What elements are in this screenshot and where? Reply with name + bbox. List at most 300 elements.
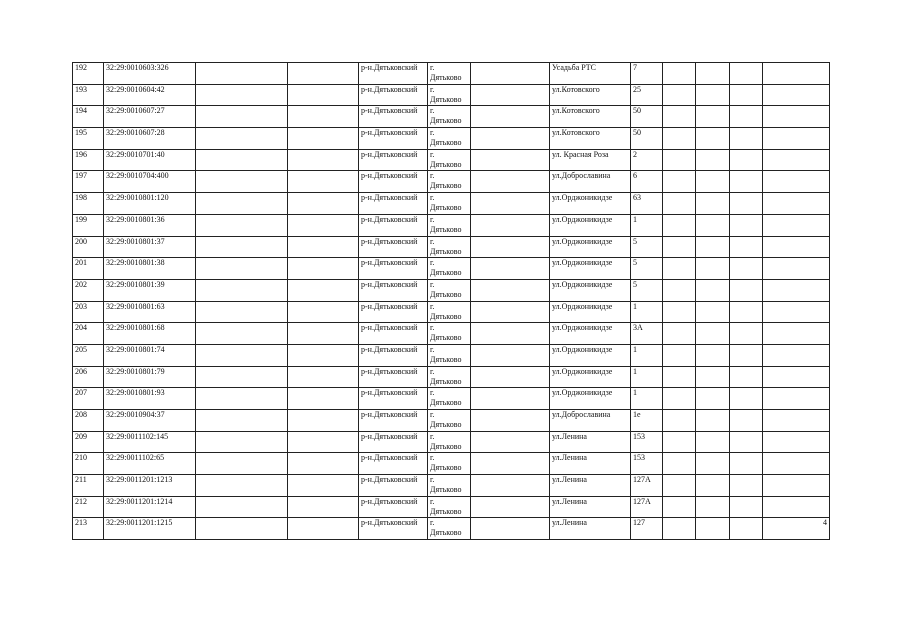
empty-cell xyxy=(471,279,550,301)
empty-cell xyxy=(696,258,730,280)
city-cell xyxy=(428,128,471,150)
street-cell: ул.Орджоникидзе xyxy=(550,279,631,301)
district-cell: р-н.Дятьковский xyxy=(359,453,428,475)
empty-cell xyxy=(696,106,730,128)
empty-cell xyxy=(663,518,696,540)
table-row xyxy=(73,475,830,497)
empty-cell xyxy=(288,410,359,432)
row-number-cell: 199 xyxy=(73,214,104,236)
row-number-cell: 202 xyxy=(73,279,104,301)
cadastral-number-cell: 32:29:0010904:37 xyxy=(104,410,196,432)
district-cell: р-н.Дятьковский xyxy=(359,279,428,301)
row-number-cell: 196 xyxy=(73,149,104,171)
page-number-cell xyxy=(763,193,830,215)
district-cell: р-н.Дятьковский xyxy=(359,323,428,345)
street-cell: ул.Котовского xyxy=(550,128,631,150)
empty-cell xyxy=(663,453,696,475)
empty-cell xyxy=(196,63,288,85)
page-number-cell xyxy=(763,453,830,475)
empty-cell xyxy=(288,236,359,258)
empty-cell xyxy=(196,106,288,128)
empty-cell xyxy=(288,301,359,323)
empty-cell xyxy=(196,496,288,518)
city-name: Дятьково xyxy=(430,246,462,256)
cadastral-number-cell: 32:29:0010801:79 xyxy=(104,366,196,388)
house-number-cell: 127А xyxy=(631,496,663,518)
house-number-cell: 25 xyxy=(631,84,663,106)
row-number-cell: 210 xyxy=(73,453,104,475)
empty-cell xyxy=(730,279,763,301)
empty-cell xyxy=(696,171,730,193)
empty-cell xyxy=(196,193,288,215)
row-number-cell: 208 xyxy=(73,410,104,432)
empty-cell xyxy=(288,323,359,345)
empty-cell xyxy=(471,301,550,323)
empty-cell xyxy=(730,128,763,150)
street-cell: ул.Орджоникидзе xyxy=(550,214,631,236)
city-name: Дятьково xyxy=(430,203,462,213)
page-number-cell xyxy=(763,410,830,432)
empty-cell xyxy=(696,496,730,518)
empty-cell xyxy=(288,388,359,410)
district-cell: р-н.Дятьковский xyxy=(359,431,428,453)
empty-cell xyxy=(696,344,730,366)
empty-cell xyxy=(196,431,288,453)
empty-cell xyxy=(663,410,696,432)
empty-cell xyxy=(730,301,763,323)
table-row xyxy=(73,193,830,215)
district-cell: р-н.Дятьковский xyxy=(359,258,428,280)
row-number-cell: 195 xyxy=(73,128,104,150)
house-number-cell: 153 xyxy=(631,431,663,453)
page-number-cell xyxy=(763,323,830,345)
cadastral-number-cell: 32:29:0010801:39 xyxy=(104,279,196,301)
empty-cell xyxy=(730,496,763,518)
cadastral-number-cell: 32:29:0011102:65 xyxy=(104,453,196,475)
empty-cell xyxy=(288,171,359,193)
table-body xyxy=(73,63,830,540)
empty-cell xyxy=(471,431,550,453)
street-cell: ул.Орджоникидзе xyxy=(550,366,631,388)
empty-cell xyxy=(663,366,696,388)
empty-cell xyxy=(471,149,550,171)
city-name: Дятьково xyxy=(430,354,462,364)
empty-cell xyxy=(471,388,550,410)
house-number-cell: 50 xyxy=(631,128,663,150)
empty-cell xyxy=(288,258,359,280)
empty-cell xyxy=(196,518,288,540)
city-cell xyxy=(428,344,471,366)
cadastral-number-cell: 32:29:0011201:1213 xyxy=(104,475,196,497)
row-number-cell: 194 xyxy=(73,106,104,128)
city-name: Дятьково xyxy=(430,420,462,429)
empty-cell xyxy=(196,301,288,323)
page-number-cell xyxy=(763,301,830,323)
empty-cell xyxy=(196,214,288,236)
empty-cell xyxy=(696,518,730,540)
house-number-cell: 1 xyxy=(631,301,663,323)
city-cell xyxy=(428,301,471,323)
street-cell: ул.Ленина xyxy=(550,475,631,497)
row-number-cell: 213 xyxy=(73,518,104,540)
street-cell: ул. Красная Роза xyxy=(550,149,631,171)
empty-cell xyxy=(663,149,696,171)
page-number-cell xyxy=(763,214,830,236)
empty-cell xyxy=(471,128,550,150)
street-cell: ул.Орджоникидзе xyxy=(550,236,631,258)
empty-cell xyxy=(730,344,763,366)
district-cell: р-н.Дятьковский xyxy=(359,63,428,85)
cadastral-number-cell: 32:29:0010801:120 xyxy=(104,193,196,215)
empty-cell xyxy=(730,193,763,215)
house-number-cell: 50 xyxy=(631,106,663,128)
district-cell: р-н.Дятьковский xyxy=(359,366,428,388)
empty-cell xyxy=(196,475,288,497)
empty-cell xyxy=(288,63,359,85)
empty-cell xyxy=(196,366,288,388)
empty-cell xyxy=(663,171,696,193)
empty-cell xyxy=(663,388,696,410)
city-cell xyxy=(428,63,471,85)
city-cell xyxy=(428,258,471,280)
city-prefix: г. xyxy=(430,453,435,463)
street-cell: ул.Котовского xyxy=(550,84,631,106)
row-number-cell: 197 xyxy=(73,171,104,193)
empty-cell xyxy=(288,193,359,215)
city-prefix: г. xyxy=(430,63,435,72)
empty-cell xyxy=(288,84,359,106)
empty-cell xyxy=(696,431,730,453)
empty-cell xyxy=(471,496,550,518)
empty-cell xyxy=(663,496,696,518)
street-cell: ул.Котовского xyxy=(550,106,631,128)
table-row xyxy=(73,518,830,540)
street-cell: ул.Орджоникидзе xyxy=(550,344,631,366)
empty-cell xyxy=(696,279,730,301)
empty-cell xyxy=(696,149,730,171)
empty-cell xyxy=(288,518,359,540)
empty-cell xyxy=(663,63,696,85)
empty-cell xyxy=(730,518,763,540)
empty-cell xyxy=(288,106,359,128)
city-name: Дятьково xyxy=(430,73,462,82)
street-cell: ул.Орджоникидзе xyxy=(550,193,631,215)
row-number-cell: 192 xyxy=(73,63,104,85)
empty-cell xyxy=(288,279,359,301)
empty-cell xyxy=(696,410,730,432)
district-cell: р-н.Дятьковский xyxy=(359,106,428,128)
row-number-cell: 203 xyxy=(73,301,104,323)
table-row xyxy=(73,63,830,85)
empty-cell xyxy=(288,344,359,366)
page-number-cell: 4 xyxy=(763,518,830,540)
empty-cell xyxy=(196,149,288,171)
city-cell xyxy=(428,193,471,215)
empty-cell xyxy=(288,128,359,150)
empty-cell xyxy=(196,84,288,106)
empty-cell xyxy=(471,63,550,85)
city-name: Дятьково xyxy=(430,485,462,495)
empty-cell xyxy=(696,128,730,150)
empty-cell xyxy=(696,475,730,497)
district-cell: р-н.Дятьковский xyxy=(359,236,428,258)
city-prefix: г. xyxy=(430,236,435,246)
empty-cell xyxy=(196,236,288,258)
empty-cell xyxy=(696,84,730,106)
city-prefix: г. xyxy=(430,431,435,441)
empty-cell xyxy=(730,258,763,280)
city-cell xyxy=(428,236,471,258)
empty-cell xyxy=(730,453,763,475)
cadastral-number-cell: 32:29:0010801:36 xyxy=(104,214,196,236)
street-cell: ул.Ленина xyxy=(550,518,631,540)
city-name: Дятьково xyxy=(430,398,462,408)
cadastral-number-cell: 32:29:0010801:38 xyxy=(104,258,196,280)
table-row xyxy=(73,258,830,280)
page-number-cell xyxy=(763,279,830,301)
city-cell xyxy=(428,106,471,128)
empty-cell xyxy=(730,236,763,258)
city-cell xyxy=(428,475,471,497)
row-number-cell: 211 xyxy=(73,475,104,497)
city-prefix: г. xyxy=(430,388,435,398)
row-number-cell: 198 xyxy=(73,193,104,215)
district-cell: р-н.Дятьковский xyxy=(359,193,428,215)
empty-cell xyxy=(196,410,288,432)
empty-cell xyxy=(471,344,550,366)
city-prefix: г. xyxy=(430,149,435,159)
empty-cell xyxy=(696,388,730,410)
empty-cell xyxy=(663,128,696,150)
city-prefix: г. xyxy=(430,258,435,268)
page-number-cell xyxy=(763,171,830,193)
cadastral-number-cell: 32:29:0010801:68 xyxy=(104,323,196,345)
empty-cell xyxy=(288,214,359,236)
district-cell: р-н.Дятьковский xyxy=(359,301,428,323)
street-cell: ул.Ленина xyxy=(550,496,631,518)
empty-cell xyxy=(196,171,288,193)
empty-cell xyxy=(288,475,359,497)
table-row xyxy=(73,366,830,388)
table-row xyxy=(73,301,830,323)
empty-cell xyxy=(696,193,730,215)
city-cell xyxy=(428,323,471,345)
cadastral-number-cell: 32:29:0010704:400 xyxy=(104,171,196,193)
table-row xyxy=(73,431,830,453)
city-name: Дятьково xyxy=(430,506,462,516)
empty-cell xyxy=(730,84,763,106)
district-cell: р-н.Дятьковский xyxy=(359,496,428,518)
street-cell: ул.Ленина xyxy=(550,453,631,475)
street-cell: ул.Доброславина xyxy=(550,171,631,193)
street-cell: ул.Орджоникидзе xyxy=(550,258,631,280)
city-prefix: г. xyxy=(430,84,435,94)
empty-cell xyxy=(730,214,763,236)
page-number-cell xyxy=(763,128,830,150)
row-number-cell: 207 xyxy=(73,388,104,410)
city-cell xyxy=(428,453,471,475)
empty-cell xyxy=(730,63,763,85)
table-row xyxy=(73,106,830,128)
table-row xyxy=(73,149,830,171)
empty-cell xyxy=(196,128,288,150)
empty-cell xyxy=(696,236,730,258)
empty-cell xyxy=(663,323,696,345)
city-name: Дятьково xyxy=(430,376,462,386)
page-number-cell xyxy=(763,366,830,388)
district-cell: р-н.Дятьковский xyxy=(359,475,428,497)
city-cell xyxy=(428,388,471,410)
house-number-cell: 7 xyxy=(631,63,663,85)
table-row xyxy=(73,323,830,345)
empty-cell xyxy=(730,388,763,410)
city-prefix: г. xyxy=(430,518,435,528)
page-number-cell xyxy=(763,236,830,258)
empty-cell xyxy=(288,149,359,171)
row-number-cell: 204 xyxy=(73,323,104,345)
district-cell: р-н.Дятьковский xyxy=(359,214,428,236)
city-name: Дятьково xyxy=(430,116,462,126)
city-prefix: г. xyxy=(430,128,435,138)
empty-cell xyxy=(471,236,550,258)
city-cell xyxy=(428,171,471,193)
city-name: Дятьково xyxy=(430,289,462,299)
empty-cell xyxy=(471,258,550,280)
district-cell: р-н.Дятьковский xyxy=(359,344,428,366)
row-number-cell: 212 xyxy=(73,496,104,518)
empty-cell xyxy=(696,63,730,85)
district-cell: р-н.Дятьковский xyxy=(359,149,428,171)
city-name: Дятьково xyxy=(430,528,462,538)
page-number-cell xyxy=(763,63,830,85)
empty-cell xyxy=(288,431,359,453)
cadastral-number-cell: 32:29:0010801:37 xyxy=(104,236,196,258)
city-name: Дятьково xyxy=(430,441,462,451)
cadastral-number-cell: 32:29:0010801:63 xyxy=(104,301,196,323)
house-number-cell: 5 xyxy=(631,258,663,280)
page-number-cell xyxy=(763,475,830,497)
city-cell xyxy=(428,214,471,236)
empty-cell xyxy=(730,149,763,171)
city-name: Дятьково xyxy=(430,268,462,278)
empty-cell xyxy=(196,344,288,366)
empty-cell xyxy=(471,475,550,497)
empty-cell xyxy=(663,258,696,280)
row-number-cell: 201 xyxy=(73,258,104,280)
house-number-cell: 1 xyxy=(631,388,663,410)
empty-cell xyxy=(663,236,696,258)
district-cell: р-н.Дятьковский xyxy=(359,518,428,540)
city-prefix: г. xyxy=(430,301,435,311)
cadastral-number-cell: 32:29:0011201:1215 xyxy=(104,518,196,540)
row-number-cell: 205 xyxy=(73,344,104,366)
empty-cell xyxy=(663,106,696,128)
house-number-cell: 1 xyxy=(631,214,663,236)
empty-cell xyxy=(730,410,763,432)
city-cell xyxy=(428,496,471,518)
city-prefix: г. xyxy=(430,475,435,485)
empty-cell xyxy=(663,475,696,497)
table-row xyxy=(73,84,830,106)
empty-cell xyxy=(696,214,730,236)
empty-cell xyxy=(663,431,696,453)
city-prefix: г. xyxy=(430,214,435,224)
cadastral-number-cell: 32:29:0010801:93 xyxy=(104,388,196,410)
page-number-cell xyxy=(763,388,830,410)
empty-cell xyxy=(471,453,550,475)
empty-cell xyxy=(663,84,696,106)
city-prefix: г. xyxy=(430,366,435,376)
city-name: Дятьково xyxy=(430,224,462,234)
house-number-cell: 63 xyxy=(631,193,663,215)
table-row xyxy=(73,279,830,301)
table-row xyxy=(73,128,830,150)
empty-cell xyxy=(471,410,550,432)
city-name: Дятьково xyxy=(430,94,462,104)
empty-cell xyxy=(288,366,359,388)
empty-cell xyxy=(471,171,550,193)
empty-cell xyxy=(471,214,550,236)
city-prefix: г. xyxy=(430,193,435,203)
city-prefix: г. xyxy=(430,279,435,289)
page-number-cell xyxy=(763,258,830,280)
city-name: Дятьково xyxy=(430,333,462,343)
table-row xyxy=(73,344,830,366)
city-cell xyxy=(428,84,471,106)
city-cell xyxy=(428,518,471,540)
empty-cell xyxy=(471,84,550,106)
empty-cell xyxy=(696,453,730,475)
empty-cell xyxy=(196,279,288,301)
row-number-cell: 206 xyxy=(73,366,104,388)
house-number-cell: 1 xyxy=(631,344,663,366)
cadastral-number-cell: 32:29:0010701:40 xyxy=(104,149,196,171)
property-register-table xyxy=(72,62,830,540)
street-cell: ул.Орджоникидзе xyxy=(550,301,631,323)
house-number-cell: 5 xyxy=(631,279,663,301)
district-cell: р-н.Дятьковский xyxy=(359,128,428,150)
city-cell xyxy=(428,149,471,171)
table-row xyxy=(73,171,830,193)
table-row xyxy=(73,236,830,258)
page-number-cell xyxy=(763,149,830,171)
district-cell: р-н.Дятьковский xyxy=(359,388,428,410)
table-row xyxy=(73,214,830,236)
cadastral-number-cell: 32:29:0010801:74 xyxy=(104,344,196,366)
street-cell: ул.Орджоникидзе xyxy=(550,388,631,410)
page-number-cell xyxy=(763,344,830,366)
house-number-cell: 127 xyxy=(631,518,663,540)
empty-cell xyxy=(471,323,550,345)
empty-cell xyxy=(696,323,730,345)
cadastral-number-cell: 32:29:0010604:42 xyxy=(104,84,196,106)
row-number-cell: 200 xyxy=(73,236,104,258)
city-cell xyxy=(428,366,471,388)
table-row xyxy=(73,453,830,475)
empty-cell xyxy=(196,453,288,475)
empty-cell xyxy=(696,366,730,388)
page-number-cell xyxy=(763,106,830,128)
table-row xyxy=(73,388,830,410)
house-number-cell: 5 xyxy=(631,236,663,258)
empty-cell xyxy=(471,106,550,128)
house-number-cell: 1е xyxy=(631,410,663,432)
page-number-cell xyxy=(763,496,830,518)
empty-cell xyxy=(663,214,696,236)
house-number-cell: 2 xyxy=(631,149,663,171)
city-name: Дятьково xyxy=(430,159,462,169)
cadastral-number-cell: 32:29:0011102:145 xyxy=(104,431,196,453)
